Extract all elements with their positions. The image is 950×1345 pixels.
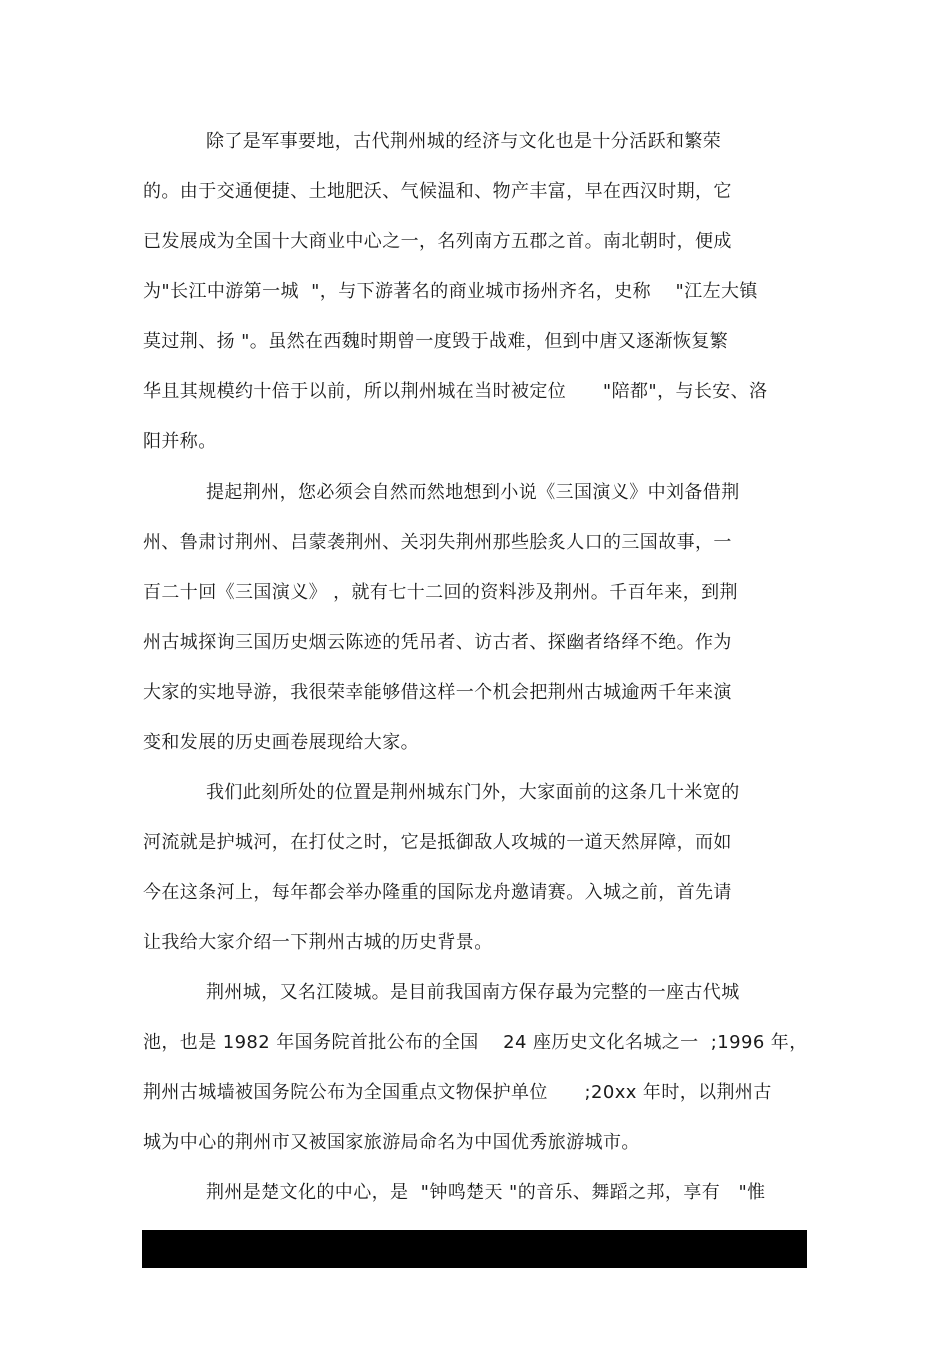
paragraph-2-line-5: 大家的实地导游，我很荣幸能够借这样一个机会把荆州古城逾两千年来演 <box>143 682 732 703</box>
paragraph-2-line-6: 变和发展的历史画卷展现给大家。 <box>143 732 419 753</box>
paragraph-1-line-4: 为"长江中游第一城 "，与下游著名的商业城市扬州齐名，史称 "江左大镇 <box>143 281 758 302</box>
paragraph-1-line-2: 的。由于交通便捷、土地肥沃、气候温和、物产丰富，早在西汉时期，它 <box>143 181 732 202</box>
paragraph-1-line-6: 华且其规模约十倍于以前，所以荆州城在当时被定位 "陪都"，与长安、洛 <box>143 381 768 402</box>
paragraph-2-line-4: 州古城探询三国历史烟云陈迹的凭吊者、访古者、探幽者络绎不绝。作为 <box>143 632 732 653</box>
paragraph-4-line-3: 荆州古城墙被国务院公布为全国重点文物保护单位 ;20xx 年时，以荆州古 <box>143 1082 772 1103</box>
paragraph-2-line-3: 百二十回《三国演义》 ，就有七十二回的资料涉及荆州。千百年来，到荆 <box>143 582 738 603</box>
paragraph-3-line-4: 让我给大家介绍一下荆州古城的历史背景。 <box>143 932 493 953</box>
paragraph-3-line-1: 我们此刻所处的位置是荆州城东门外，大家面前的这条几十米宽的 <box>206 782 740 803</box>
paragraph-3-line-3: 今在这条河上，每年都会举办隆重的国际龙舟邀请赛。入城之前，首先请 <box>143 882 732 903</box>
paragraph-1-line-1: 除了是军事要地，古代荆州城的经济与文化也是十分活跃和繁荣 <box>206 131 722 152</box>
paragraph-3-line-2: 河流就是护城河，在打仗之时，它是抵御敌人攻城的一道天然屏障，而如 <box>143 832 732 853</box>
paragraph-1-line-3: 已发展成为全国十大商业中心之一，名列南方五郡之首。南北朝时，便成 <box>143 231 732 252</box>
footer-bar <box>142 1230 807 1268</box>
paragraph-2-line-2: 州、鲁肃讨荆州、吕蒙袭荆州、关羽失荆州那些脍炙人口的三国故事，一 <box>143 532 732 553</box>
paragraph-4-line-2: 池，也是 1982 年国务院首批公布的全国 24 座历史文化名城之一 ;1996 年， <box>143 1032 808 1053</box>
paragraph-1-line-5: 莫过荆、扬 "。虽然在西魏时期曾一度毁于战难，但到中唐又逐渐恢复繁 <box>143 331 729 352</box>
paragraph-2-line-1: 提起荆州，您必须会自然而然地想到小说《三国演义》中刘备借荆 <box>206 482 740 503</box>
paragraph-4-line-1: 荆州城，又名江陵城。是目前我国南方保存最为完整的一座古代城 <box>206 982 740 1003</box>
paragraph-5-line-1: 荆州是楚文化的中心，是 "钟鸣楚天 "的音乐、舞蹈之邦，享有 "惟 <box>206 1182 766 1203</box>
paragraph-1-line-7: 阳并称。 <box>143 431 217 452</box>
paragraph-4-line-4: 城为中心的荆州市又被国家旅游局命名为中国优秀旅游城市。 <box>143 1132 640 1153</box>
